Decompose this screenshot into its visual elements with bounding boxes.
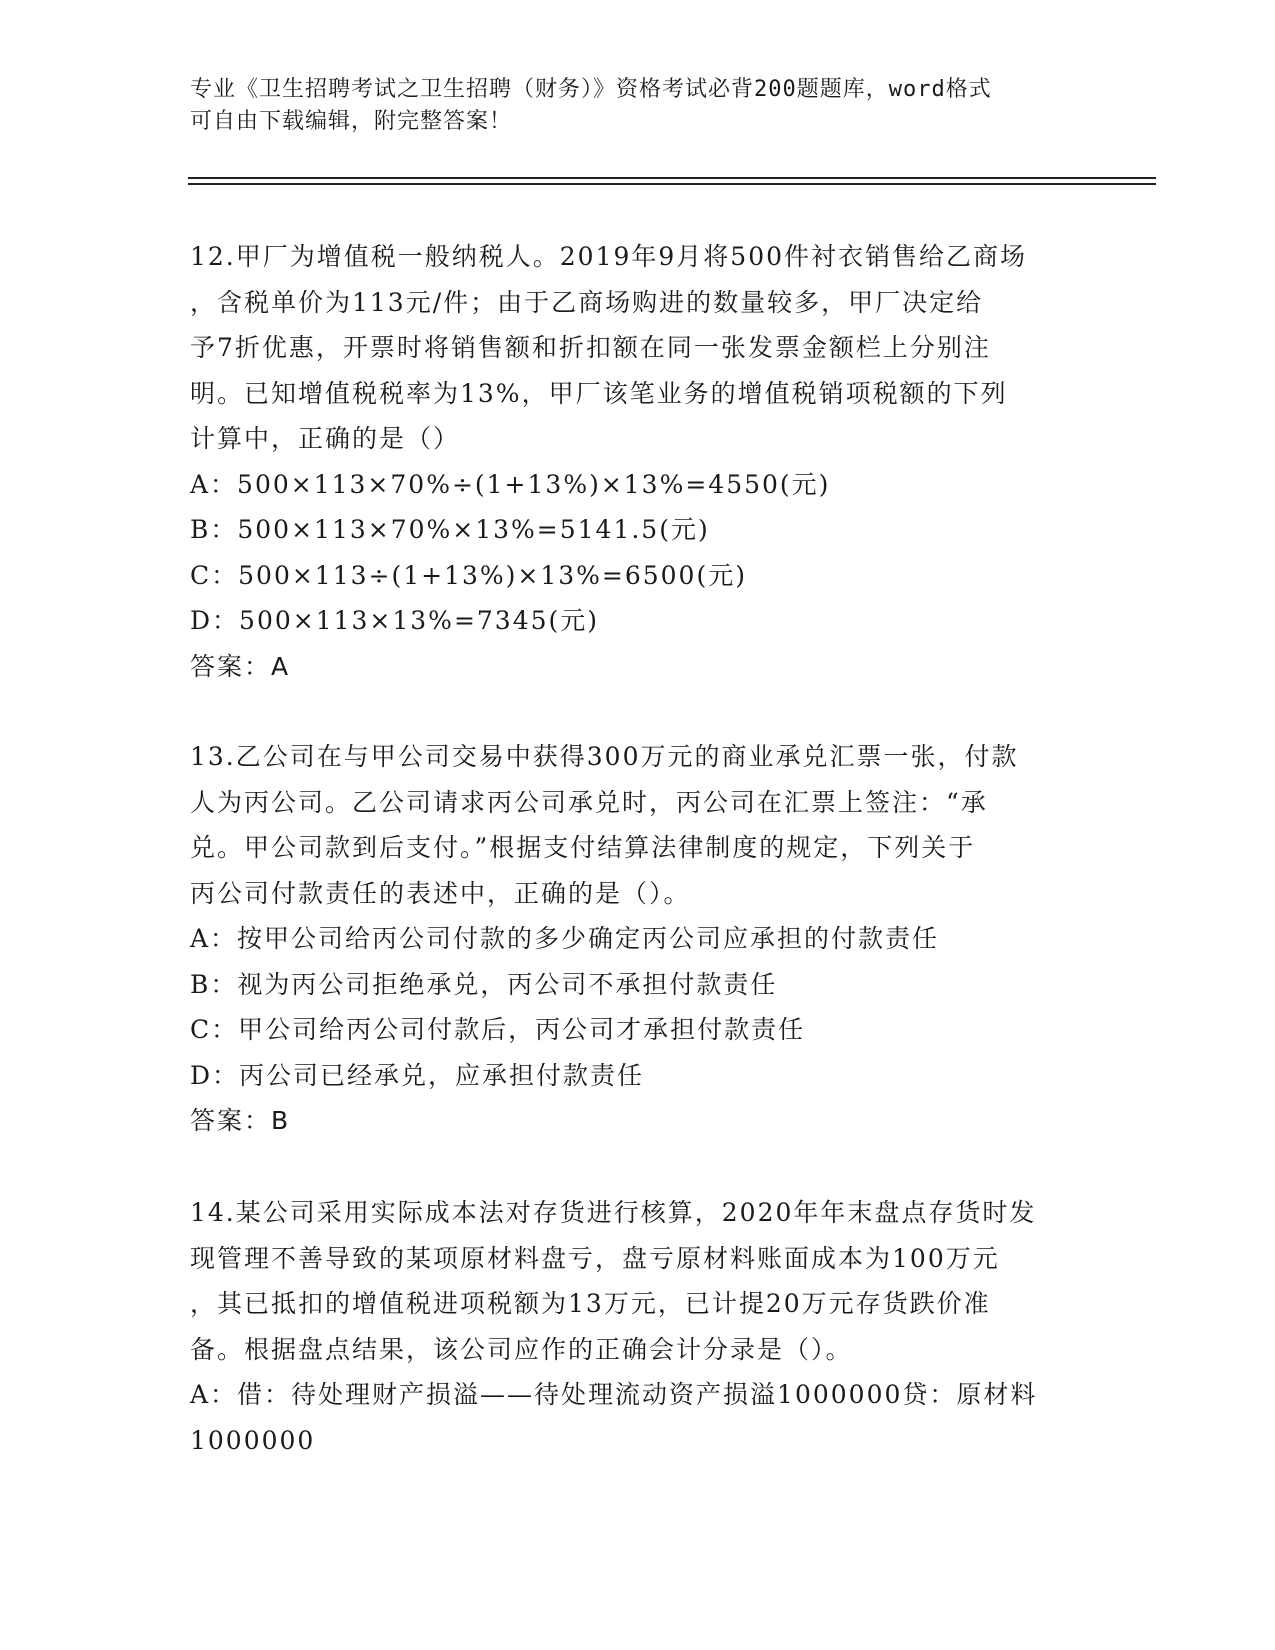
- question-text-line: ，含税单价为113元/件；由于乙商场购进的数量较多，甲厂决定给: [190, 287, 984, 317]
- header-line: 专业《卫生招聘考试之卫生招聘（财务）》资格考试必背200题题库，word格式: [190, 77, 992, 102]
- header-line: 可自由下载编辑，附完整答案！: [190, 109, 513, 134]
- question-14: [190, 1190, 1090, 1463]
- option-c: C：500×113÷(1+13%)×13%=6500(元): [190, 560, 747, 590]
- question-text-line: 14.某公司采用实际成本法对存货进行核算，2020年年末盘点存货时发: [190, 1198, 1037, 1227]
- question-text-line: 计算中，正确的是（）: [190, 424, 461, 453]
- answer: 答案：B: [190, 1106, 291, 1135]
- option-d: D：500×113×13%=7345(元): [190, 606, 600, 635]
- option-a: A：500×113×70%÷(1+13%)×13%=4550(元): [190, 469, 831, 499]
- option-a: A：借：待处理财产损溢——待处理流动资产损溢1000000贷：原材料: [190, 1380, 1038, 1409]
- option-d: D：丙公司已经承兑，应承担付款责任: [190, 1060, 645, 1090]
- question-text-line: 13.乙公司在与甲公司交易中获得300万元的商业承兑汇票一张，付款: [190, 742, 1019, 771]
- question-13: [190, 734, 1090, 1144]
- option-b: B：视为丙公司拒绝承兑，丙公司不承担付款责任: [190, 969, 778, 999]
- option-a-continued: 1000000: [190, 1425, 316, 1455]
- document-header: [190, 74, 1070, 138]
- question-text-line: 12.甲厂为增值税一般纳税人。2019年9月将500件衬衣销售给乙商场: [190, 242, 1028, 271]
- question-text-line: 丙公司付款责任的表述中，正确的是（）。: [190, 878, 691, 908]
- option-c: C：甲公司给丙公司付款后，丙公司才承担付款责任: [190, 1015, 806, 1044]
- question-text-line: ，其已抵扣的增值税进项税额为13万元，已计提20万元存货跌价准: [190, 1289, 991, 1318]
- question-text-line: 人为丙公司。乙公司请求丙公司承兑时，丙公司在汇票上签注：“承: [190, 787, 988, 817]
- header-divider: [188, 177, 1156, 179]
- option-b: B：500×113×70%×13%=5141.5(元): [190, 515, 710, 544]
- question-text-line: 现管理不善导致的某项原材料盘亏，盘亏原材料账面成本为100万元: [190, 1243, 1000, 1273]
- question-12: [190, 234, 1090, 689]
- question-text-line: 兑。甲公司款到后支付。”根据支付结算法律制度的规定，下列关于: [190, 833, 976, 862]
- header-divider: [188, 183, 1156, 185]
- question-text-line: 备。根据盘点结果，该公司应作的正确会计分录是（）。: [190, 1334, 853, 1364]
- option-a: A：按甲公司给丙公司付款的多少确定丙公司应承担的付款责任: [190, 924, 940, 953]
- answer: 答案：A: [190, 651, 291, 681]
- question-text-line: 明。已知增值税税率为13%，甲厂该笔业务的增值税销项税额的下列: [190, 378, 1008, 408]
- question-text-line: 予7折优惠，开票时将销售额和折扣额在同一张发票金额栏上分别注: [190, 333, 991, 362]
